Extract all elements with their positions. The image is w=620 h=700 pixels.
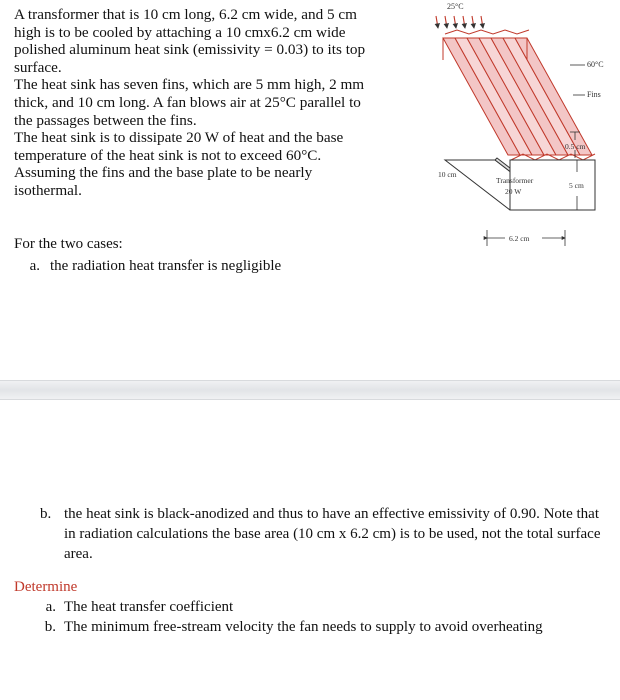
problem-line: high is to be cooled by attaching a 10 cmx6.2 cm wide bbox=[14, 23, 346, 41]
problem-line: surface. bbox=[14, 58, 62, 76]
section-divider bbox=[0, 380, 620, 400]
case-a-label: a. bbox=[29, 258, 40, 274]
fin-height-label: 0.5 cm bbox=[565, 142, 586, 151]
cases-intro: For the two cases: bbox=[14, 236, 123, 252]
transformer-label: Transformer bbox=[496, 176, 534, 185]
air-temp-label: 25°C bbox=[447, 2, 464, 11]
determine-item-text: The minimum free-stream velocity the fan needs to supply to avoid overheating bbox=[64, 619, 543, 635]
air-flow-arrows bbox=[436, 16, 483, 28]
height-label: 5 cm bbox=[569, 181, 584, 190]
cases-section bbox=[14, 234, 434, 276]
case-b-text: the heat sink is black-anodized and thus to have an effective emissivity of 0.90. Note that in radiation calculations the base area (10 cm x 6.2 cm) is to be used, not the total surface area. bbox=[64, 506, 601, 562]
case-a bbox=[14, 256, 434, 276]
power-label: 20 W bbox=[505, 187, 522, 196]
problem-line: isothermal. bbox=[14, 181, 82, 199]
problem-line: the passages between the fins. bbox=[14, 111, 197, 129]
problem-line: polished aluminum heat sink (emissivity = 0.03) to its top bbox=[14, 41, 366, 59]
fins-label: Fins bbox=[587, 90, 601, 99]
problem-line: temperature of the heat sink is not to exceed 60°C. bbox=[14, 146, 322, 164]
length-label: 10 cm bbox=[438, 170, 457, 179]
determine-item bbox=[14, 617, 614, 637]
determine-item bbox=[14, 597, 614, 617]
determine-item-text: The heat transfer coefficient bbox=[64, 599, 234, 615]
heat-sink-fins bbox=[443, 30, 595, 160]
problem-line: The heat sink is to dissipate 20 W of heat and the base bbox=[14, 129, 344, 147]
base-temp-label: 60°C bbox=[587, 60, 604, 69]
width-label: 6.2 cm bbox=[509, 234, 530, 243]
problem-statement bbox=[14, 6, 414, 200]
problem-line: A transformer that is 10 cm long, 6.2 cm wide, and 5 cm bbox=[14, 6, 357, 23]
determine-item-label: b. bbox=[44, 619, 56, 635]
determine-section bbox=[14, 577, 614, 637]
heat-sink-figure bbox=[425, 0, 620, 250]
case-a-text: the radiation heat transfer is negligible bbox=[50, 258, 282, 274]
case-b bbox=[40, 504, 610, 564]
determine-heading: Determine bbox=[14, 579, 78, 595]
determine-item-label: a. bbox=[45, 599, 56, 615]
problem-line: thick, and 10 cm long. A fan blows air at 25°C parallel to bbox=[14, 93, 361, 111]
problem-line: The heat sink has seven fins, which are 5 mm high, 2 mm bbox=[14, 76, 365, 94]
case-b-label: b. bbox=[40, 506, 52, 522]
problem-line: Assuming the fins and the base plate to be nearly bbox=[14, 164, 313, 182]
